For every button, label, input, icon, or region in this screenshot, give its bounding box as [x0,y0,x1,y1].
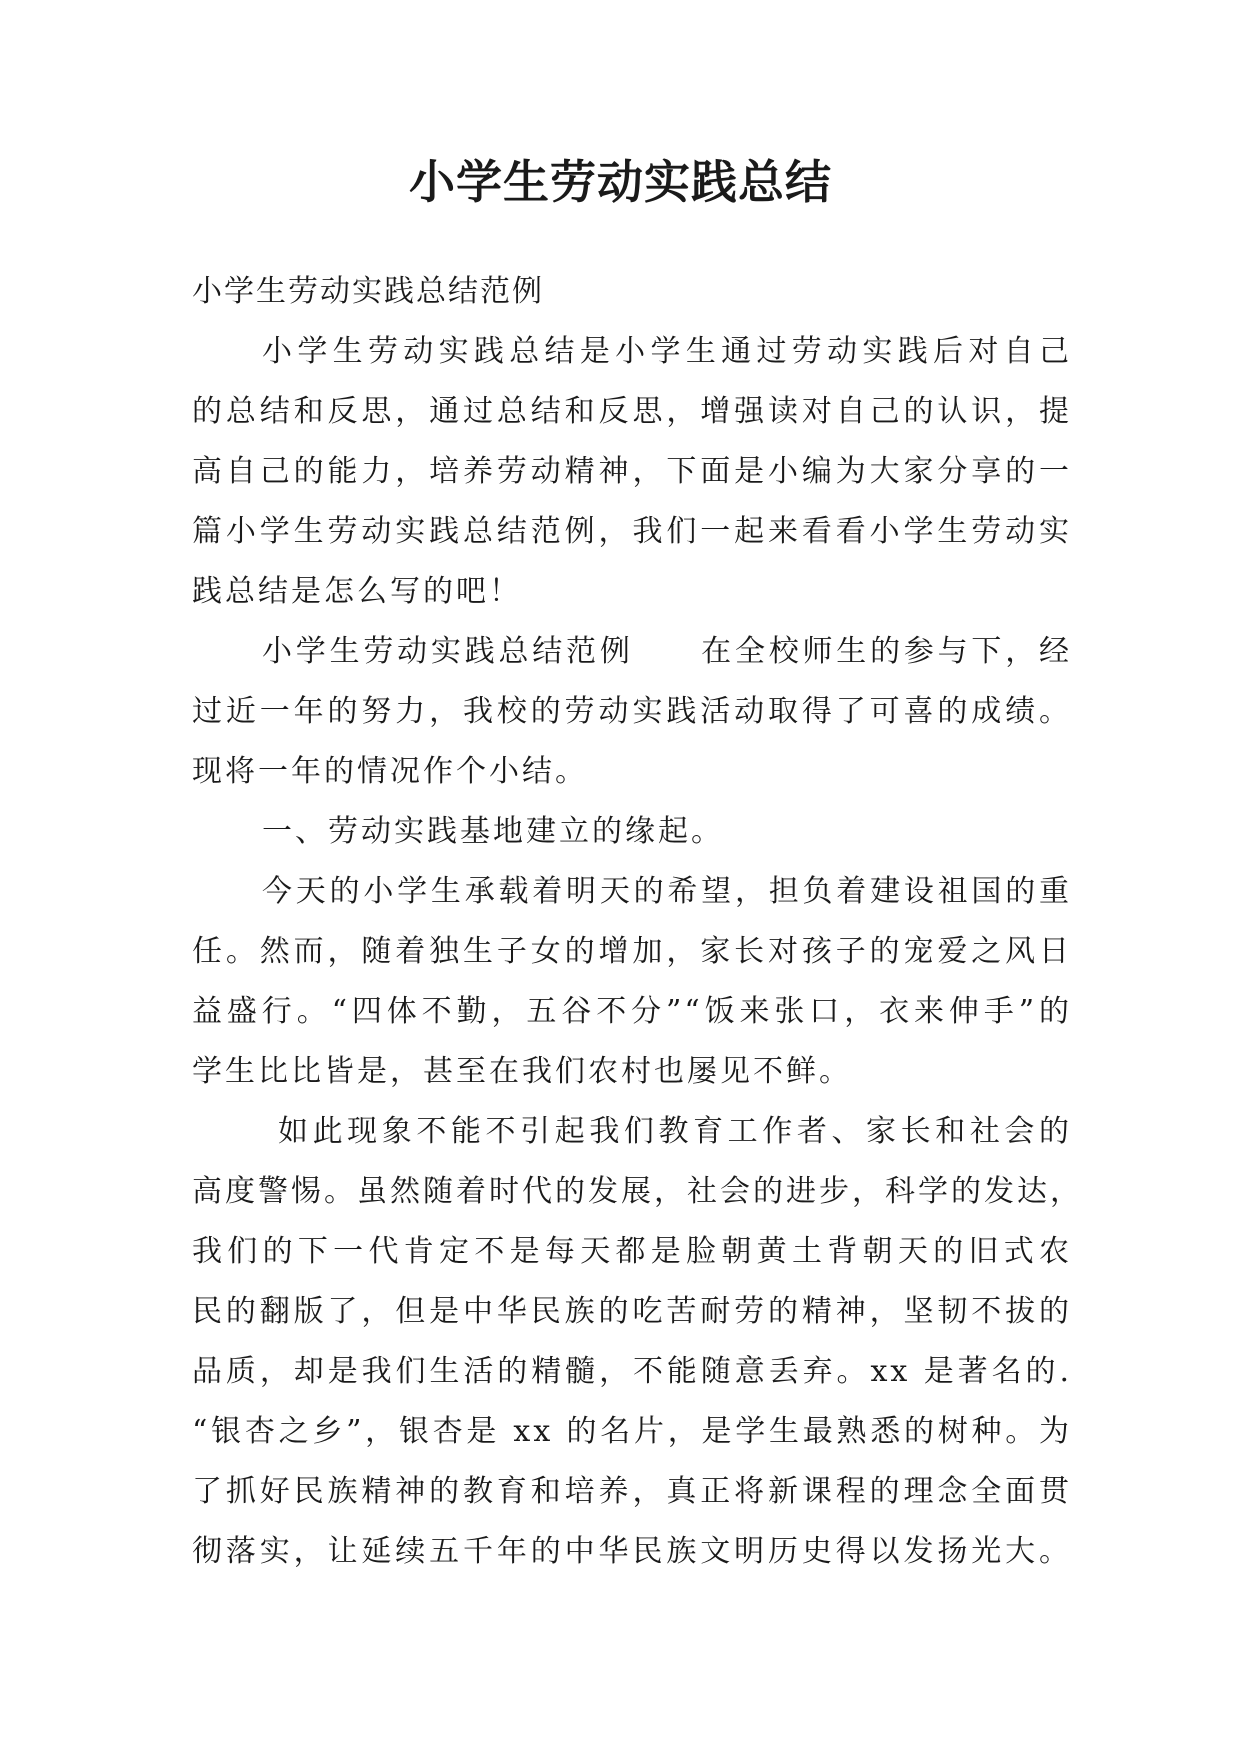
paragraph-line: 彻落实，让延续五千年的中华民族文明历史得以发扬光大。 [192,1534,1072,1569]
document-title: 小学生劳动实践总结 [409,155,832,209]
paragraph-line: 小学生劳动实践总结是小学生通过劳动实践后对自己 [262,334,1072,369]
paragraph-line: 我们的下一代肯定不是每天都是脸朝黄土背朝天的旧式农 [192,1234,1072,1269]
paragraph-line: 如此现象不能不引起我们教育工作者、家长和社会的 [278,1114,1072,1149]
paragraph-line: 过近一年的努力，我校的劳动实践活动取得了可喜的成绩。 [192,694,1072,729]
paragraph-line: 高自己的能力，培养劳动精神，下面是小编为大家分享的一 [192,454,1072,489]
section-heading: 一、劳动实践基地建立的缘起。 [262,814,724,849]
paragraph-line: 学生比比皆是，甚至在我们农村也屡见不鲜。 [192,1054,852,1089]
paragraph-line: 民的翻版了，但是中华民族的吃苦耐劳的精神，坚韧不拔的 [192,1294,1072,1329]
document-body [192,262,1083,1582]
paragraph-line: 践总结是怎么写的吧！ [192,574,522,609]
paragraph-line: 高度警惕。虽然随着时代的发展，社会的进步，科学的发达， [192,1174,1083,1209]
paragraph-line: 任。然而，随着独生子女的增加，家长对孩子的宠爱之风日 [192,934,1072,969]
paragraph-line: 现将一年的情况作个小结。 [192,754,588,789]
paragraph-line: “银杏之乡”，银杏是 xx 的名片，是学生最熟悉的树种。为 [192,1414,1072,1449]
paragraph-line: 的总结和反思，通过总结和反思，增强读对自己的认识，提 [192,394,1072,429]
paragraph-line: 今天的小学生承载着明天的希望，担负着建设祖国的重 [262,874,1072,909]
paragraph-line: 篇小学生劳动实践总结范例，我们一起来看看小学生劳动实 [192,514,1072,549]
paragraph-line: 益盛行。“四体不勤，五谷不分”“饭来张口，衣来伸手”的 [192,994,1072,1029]
document-subtitle: 小学生劳动实践总结范例 [192,274,544,309]
paragraph-line: 小学生劳动实践总结范例 在全校师生的参与下，经 [262,634,1072,669]
paragraph-line: 品质，却是我们生活的精髓，不能随意丢弃。xx 是著名的. [192,1354,1072,1389]
paragraph-line: 了抓好民族精神的教育和培养，真正将新课程的理念全面贯 [192,1474,1072,1509]
